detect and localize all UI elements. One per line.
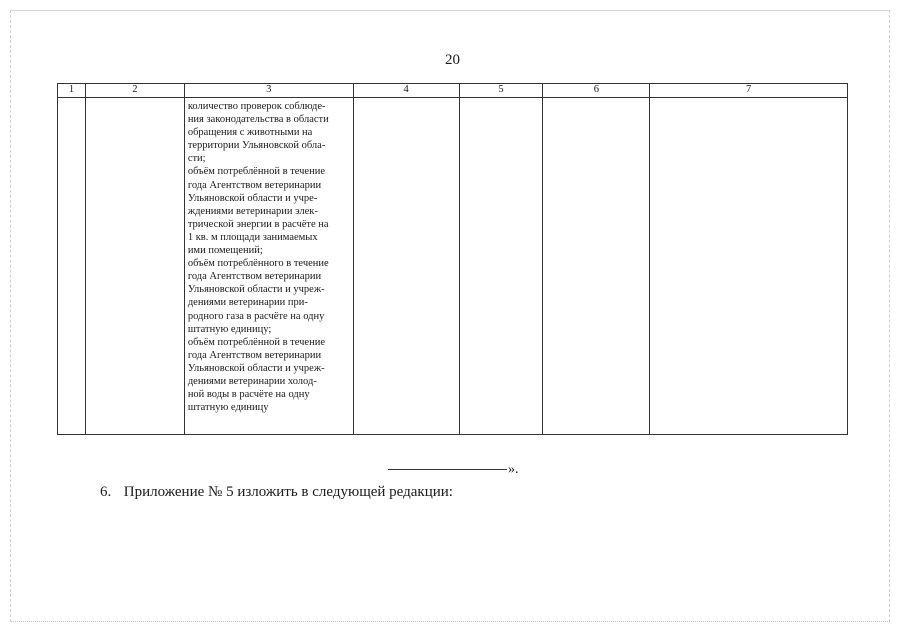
cell-col-3: [184, 98, 353, 435]
column-header-6: 6: [543, 84, 650, 98]
text-line: объём потреблённого в течение: [187, 258, 329, 270]
cell-col-5: [459, 98, 543, 435]
text-line: Ульяновской области и учре-: [187, 192, 318, 204]
cell-col-1: [58, 98, 86, 435]
text-line: ими помещений;: [187, 245, 263, 257]
text-line: сти;: [187, 153, 206, 165]
cell-col-7: [650, 98, 848, 435]
text-line: количество проверок соблюде-: [187, 101, 326, 112]
column-header-1: 1: [58, 84, 86, 98]
cell-col-6: [543, 98, 650, 435]
text-line: года Агентством ветеринарии: [187, 271, 322, 283]
cell-col-2: [85, 98, 184, 435]
paragraph-number: 6.: [100, 484, 112, 500]
scan-frame-right: [889, 10, 890, 622]
text-line: объём потреблённой в течение: [187, 166, 325, 178]
text-line: штатную единицу: [187, 402, 269, 414]
scan-frame-top: [10, 10, 890, 11]
text-line: 1 кв. м площади занимаемых: [187, 231, 318, 243]
indicators-text: [185, 98, 353, 414]
column-header-5: 5: [459, 84, 543, 98]
closing-quote: ».: [508, 462, 519, 477]
text-line: ной воды в расчёте на одну: [187, 389, 310, 401]
text-line: трической энергии в расчёте на: [187, 218, 329, 230]
signature-line: [388, 469, 507, 470]
page-number: 20: [445, 52, 460, 68]
cell-col-4: [353, 98, 459, 435]
text-line: ния законодательства в области: [187, 114, 329, 126]
paragraph-text: Приложение № 5 изложить в следующей редакции:: [123, 484, 453, 500]
column-header-7: 7: [650, 84, 848, 98]
text-line: дениями ветеринарии при-: [187, 297, 308, 309]
text-line: года Агентством ветеринарии: [187, 349, 322, 361]
column-header-3: 3: [184, 84, 353, 98]
text-line: штатную единицу;: [187, 323, 272, 335]
table-row: [58, 98, 848, 435]
text-line: Ульяновской области и учреж-: [187, 284, 325, 296]
text-line: Ульяновской области и учреж-: [187, 362, 325, 374]
column-header-2: 2: [85, 84, 184, 98]
text-line: ждениями ветеринарии элек-: [187, 205, 318, 217]
text-line: года Агентством ветеринарии: [187, 179, 322, 191]
paragraph-item-6: [100, 484, 453, 501]
text-line: объём потреблённой в течение: [187, 336, 325, 348]
column-header-4: 4: [353, 84, 459, 98]
table-header-row: [58, 84, 848, 98]
text-line: дениями ветеринарии холод-: [187, 375, 317, 387]
indicators-table: [57, 83, 848, 435]
text-line: территории Ульяновской обла-: [187, 140, 326, 152]
text-line: родного газа в расчёте на одну: [187, 310, 325, 322]
scan-frame-bottom: [10, 621, 890, 622]
scan-frame-left: [10, 10, 11, 622]
text-line: обращения с животными на: [187, 127, 313, 139]
